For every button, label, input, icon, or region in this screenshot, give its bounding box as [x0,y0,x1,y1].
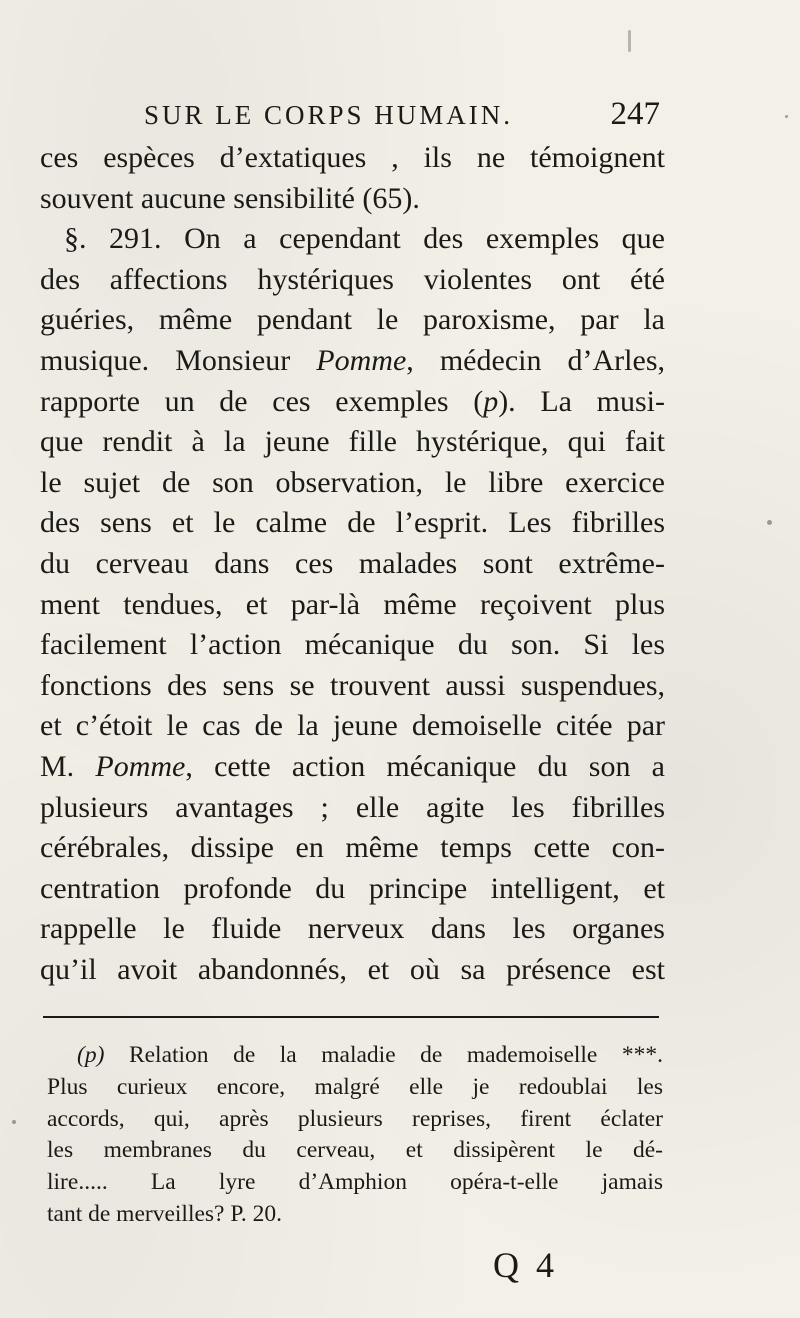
footnote-line [47,1040,663,1072]
text-line: des affections hystériques violentes ont été [40,262,665,296]
footnote-line: accords, qui, après plusieurs reprises, firent éclater [47,1105,663,1132]
text-segment: rapporte un de ces exemples ( [40,384,484,418]
text-line: guéries, même pendant le paroxisme, par la [40,303,665,337]
footnote-line: tant de merveilles? P. 20. [47,1200,282,1227]
text-line: cérébrales, dissipe en même temps cette con- [40,831,665,865]
text-line: du cerveau dans ces malades sont extrême- [40,546,665,580]
footnote-line: les membranes du cerveau, et dissipèrent le dé- [47,1137,663,1164]
text-line: souvent aucune sensibilité (65). [40,181,420,215]
text-line: rappelle le fluide nerveux dans les organes [40,912,665,946]
footnote-line: Plus curieux encore, malgré elle je redoublai les [47,1073,663,1100]
text-segment: musique. Monsieur [40,343,317,377]
signature-mark: Q 4 [493,1245,558,1285]
footnote-divider [43,1016,659,1018]
text-segment: , cette action mécanique du son a [185,749,665,783]
text-line: ces espèces d’extatiques , ils ne témoignent [40,141,665,174]
running-title: SUR LE CORPS HUMAIN. [144,100,514,130]
text-line: et c’étoit le cas de la jeune demoiselle citée par [40,709,665,743]
text-line: §. 291. On a cependant des exemples que [64,222,665,256]
text-segment: Relation de la maladie de mademoiselle ***. [128,1042,664,1068]
text-segment: , médecin d’Arles, [406,343,666,377]
running-header [130,96,660,136]
text-line: facilement l’action mécanique du son. Si les [40,628,665,662]
text-segment: M. [40,749,96,783]
paper-speck [628,30,631,52]
text-line: qu’il avoit abandonnés, et où sa présence est [40,952,665,986]
paper-speck [767,520,772,525]
italic-name: Pomme [95,749,186,783]
text-line: le sujet de son observation, le libre exercice [40,465,665,499]
italic-name: Pomme [316,343,407,377]
text-segment: ). La musi- [498,384,665,418]
paper-speck [785,115,788,118]
text-line: plusieurs avantages ; elle agite les fibrilles [40,790,665,824]
text-line: fonctions des sens se trouvent aussi suspendues, [40,668,665,702]
text-line: des sens et le calme de l’esprit. Les fibrilles [40,506,665,540]
footnote-line: lire..... La lyre d’Amphion opéra-t-elle jamais [47,1169,663,1196]
paper-speck [12,1120,16,1124]
footnote-marker: (p) [77,1042,105,1068]
footnote-reference: p [483,384,499,418]
text-line [40,341,665,382]
text-line: ment tendues, et par-là même reçoivent plus [40,587,665,621]
footnote [47,1040,663,1231]
text-line: centration profonde du principe intelligent, et [40,871,665,905]
text-line [40,747,665,788]
text-line [40,382,665,423]
text-line: que rendit à la jeune fille hystérique, qui fait [40,425,665,459]
page-number: 247 [610,96,660,132]
main-text [40,138,665,990]
